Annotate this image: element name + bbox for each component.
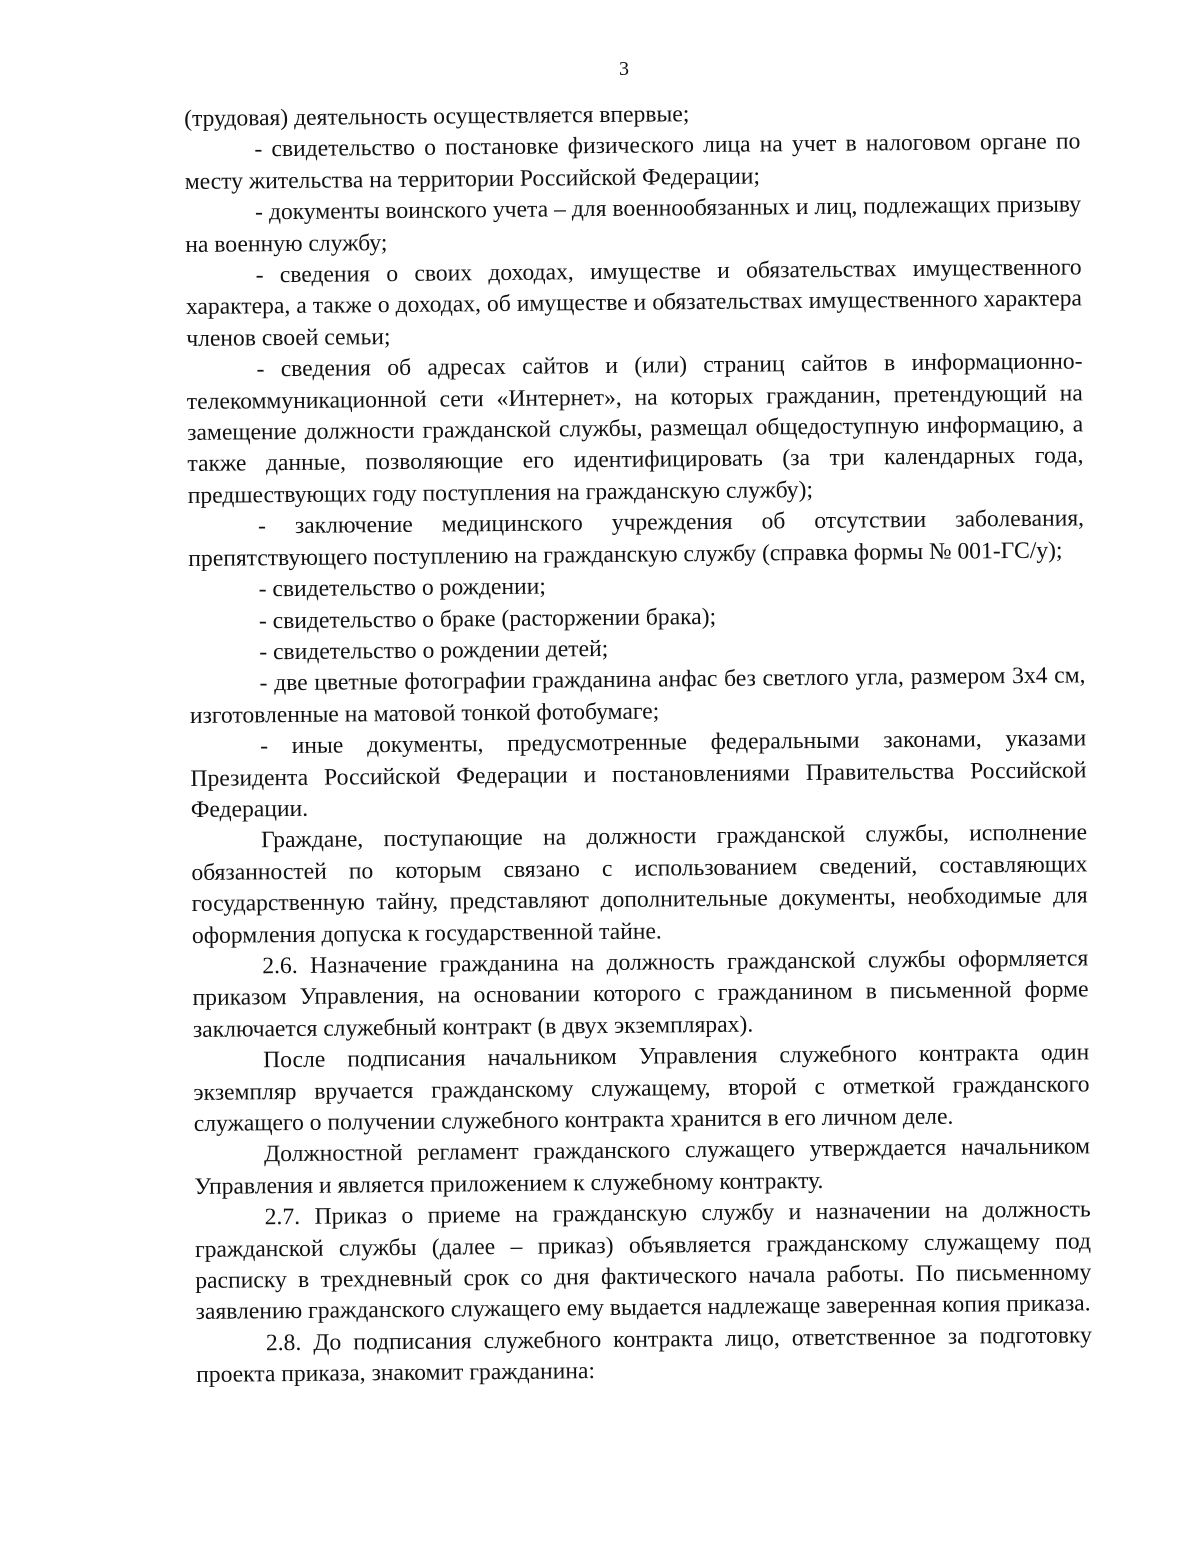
paragraph-contract-copy: После подписания начальником Управления служебного контракта один экземпляр вручается гражданскому служащему, второй с отметкой гражданского служащего о получении служебного контракта хранится в его личном деле. — [193, 1039, 1090, 1137]
page-number: 3 — [619, 58, 629, 80]
paragraph-state-secret: Граждане, поступающие на должности гражданской службы, исполнение обязанностей по которым связано с использованием сведений, составляющих государственную тайну, представляют дополнительные документы, необходимые для оформления допуска к государственной тайне. — [191, 819, 1088, 949]
list-item-military-documents: - документы воинского учета – для военнообязанных и лиц, подлежащих призыву на военную службу; — [185, 191, 1082, 258]
list-item-tax-certificate: - свидетельство о постановке физического лица на учет в налоговом органе по месту жительства на территории Российской Федерации; — [184, 128, 1081, 195]
list-item-other-documents: - иные документы, предусмотренные федеральными законами, указами Президента Российской Федерации и постановлениями Правительства Российской Федерации. — [190, 725, 1087, 823]
paragraph-section-2-8: 2.8. До подписания служебного контракта лицо, ответственное за подготовку проекта приказа, знакомит гражданина: — [196, 1322, 1092, 1389]
list-item-birth-certificate: - свидетельство о рождении; — [258, 573, 546, 603]
list-item-medical-conclusion: - заключение медицинского учреждения об отсутствии заболевания, препятствующего поступлению на гражданскую службу (справка формы № 001-ГС/у); — [188, 505, 1085, 572]
document-body — [184, 95, 1092, 1391]
list-item-photographs: - две цветные фотографии гражданина анфас без светлого угла, размером 3x4 см, изготовленные на матовой тонкой фотобумаге; — [189, 662, 1086, 729]
paragraph-continuation: (трудовая) деятельность осуществляется впервые; — [184, 101, 690, 132]
paragraph-job-regulation: Должностной регламент гражданского служащего утверждается начальником Управления и является приложением к служебному контракту. — [194, 1133, 1091, 1200]
paragraph-section-2-6: 2.6. Назначение гражданина на должность гражданской службы оформляется приказом Управления, на основании которого с гражданином в письменной форме заключается служебный контракт (в двух экземплярах). — [192, 945, 1089, 1043]
list-item-children-birth-certificate: - свидетельство о рождении детей; — [259, 635, 609, 666]
list-item-marriage-certificate: - свидетельство о браке (расторжении брака); — [258, 603, 717, 634]
list-item-websites-info: - сведения об адресах сайтов и (или) страниц сайтов в информационно-телекоммуникационной сети «Интернет», на которых гражданин, претендующий на замещение должности гражданской службы, размещал общедоступную информацию, а также данные, позволяющие его идентифицировать (за три календарных года, предшествующих году поступления на гражданскую службу); — [186, 348, 1084, 509]
list-item-income-info: - сведения о своих доходах, имуществе и обязательствах имущественного характера, а также о доходах, об имуществе и обязательствах имущественного характера членов своей семьи; — [185, 254, 1083, 352]
paragraph-section-2-7: 2.7. Приказ о приеме на гражданскую службу и назначении на должность гражданской службы (далее – приказ) объявляется гражданскому служащему под расписку в трехдневный срок со дня фактического начала работы. По письменному заявлению гражданского служащего ему выдается надлежаще заверенная копия приказа. — [194, 1196, 1092, 1326]
